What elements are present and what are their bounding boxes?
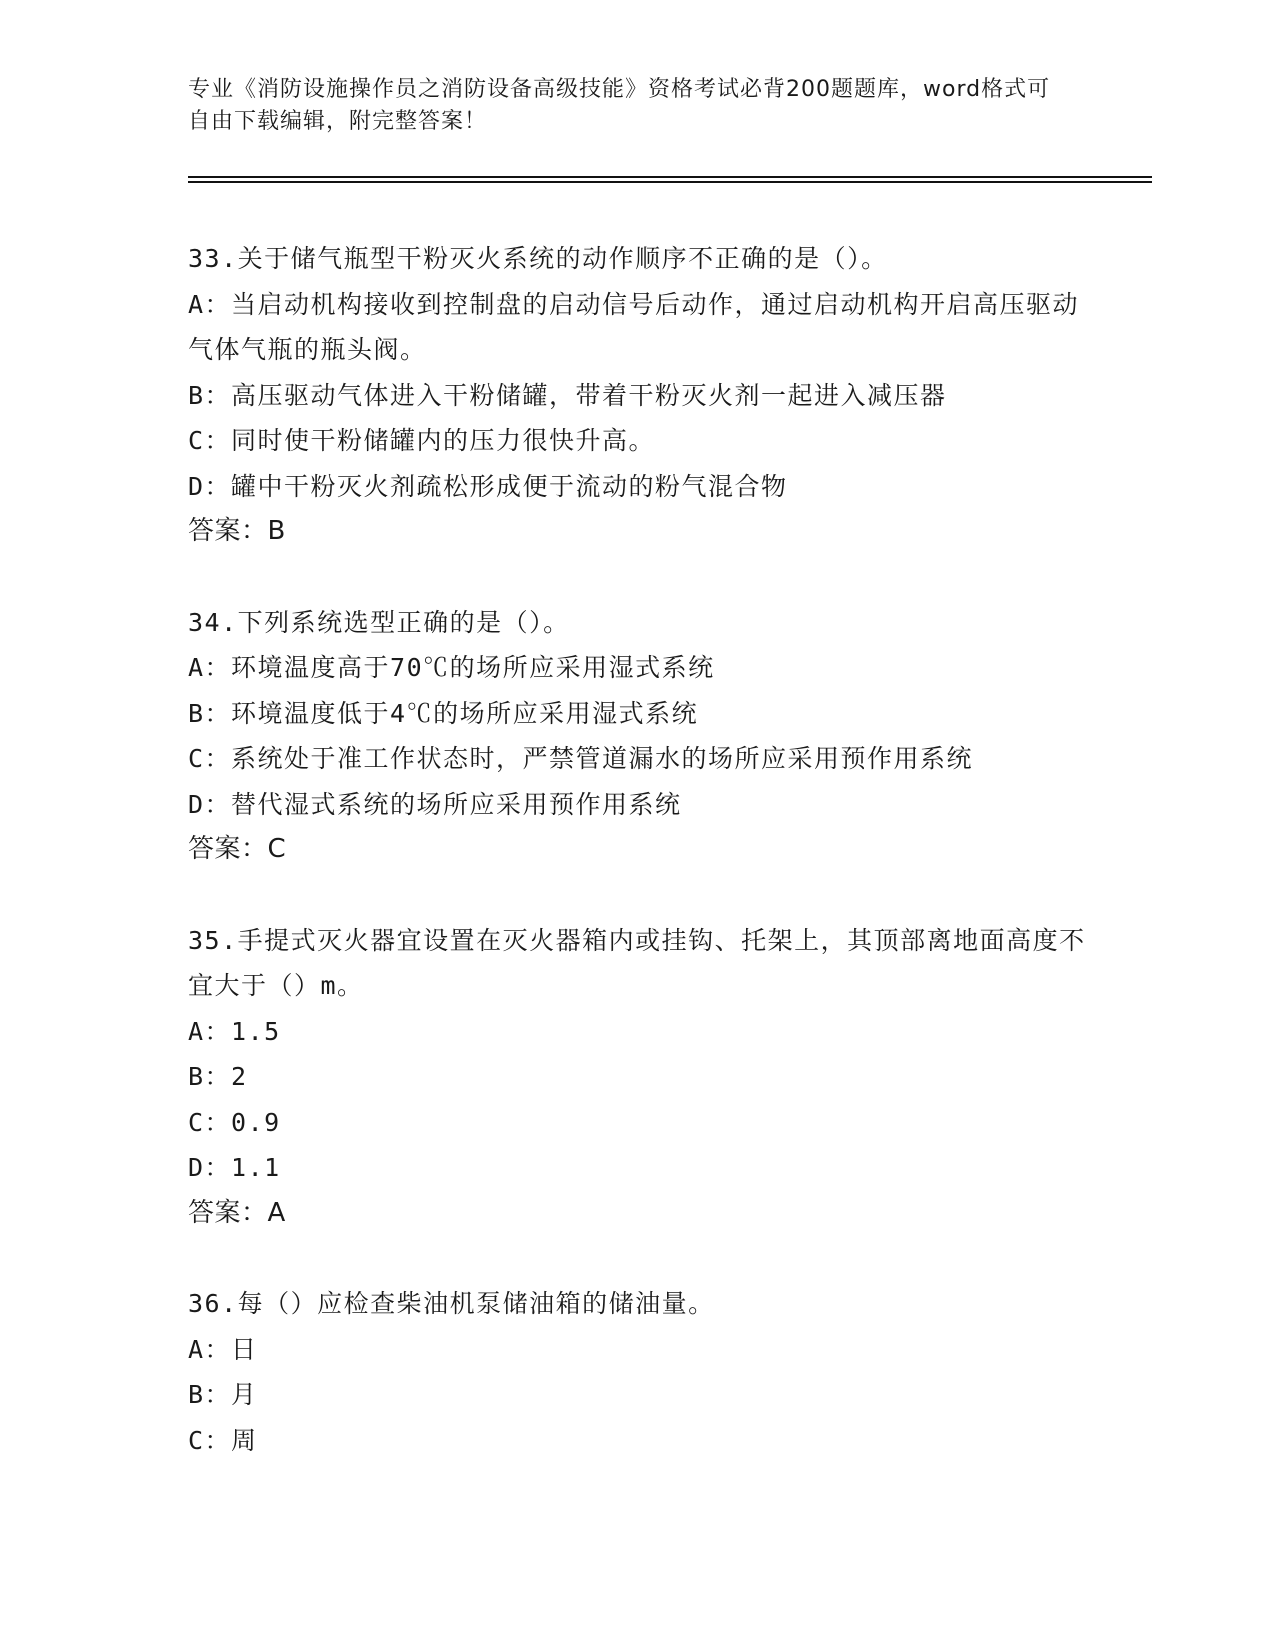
question-35 xyxy=(188,918,1088,1237)
answer-line: 答案：C xyxy=(188,834,287,864)
question-stem: 34.下列系统选型正确的是（）。 xyxy=(188,607,570,637)
question-stem: 33.关于储气瓶型干粉灭火系统的动作顺序不正确的是（）。 xyxy=(188,244,888,273)
question-33 xyxy=(188,236,1088,555)
option-a: A：1.5 xyxy=(188,1016,281,1046)
option-b: B：高压驱动气体进入干粉储罐，带着干粉灭火剂一起进入减压器 xyxy=(188,380,947,410)
option-d: D：1.1 xyxy=(188,1153,281,1182)
option-b: B：月 xyxy=(188,1380,258,1409)
option-d: D：罐中干粉灭火剂疏松形成便于流动的粉气混合物 xyxy=(188,471,788,501)
option-d: D：替代湿式系统的场所应采用预作用系统 xyxy=(188,789,682,819)
question-list xyxy=(188,236,1088,1508)
question-stem: 36.每（）应检查柴油机泵储油箱的储油量。 xyxy=(188,1289,715,1318)
option-a: A：日 xyxy=(188,1334,258,1364)
answer-line: 答案：B xyxy=(188,516,286,546)
option-c: C：周 xyxy=(188,1425,258,1455)
question-34 xyxy=(188,600,1088,873)
option-c: C：同时使干粉储罐内的压力很快升高。 xyxy=(188,426,656,455)
option-b: B：环境温度低于4℃的场所应采用湿式系统 xyxy=(188,698,699,728)
option-c: C：系统处于准工作状态时，严禁管道漏水的场所应采用预作用系统 xyxy=(188,744,974,773)
document-header: 专业《消防设施操作员之消防设备高级技能》资格考试必背200题题库，word格式可自由下载编辑，附完整答案！ xyxy=(188,77,1051,134)
option-a: A：环境温度高于70℃的场所应采用湿式系统 xyxy=(188,653,715,682)
answer-line: 答案：A xyxy=(188,1197,286,1228)
question-stem: 35.手提式灭火器宜设置在灭火器箱内或挂钩、托架上，其顶部离地面高度不宜大于（）m。 xyxy=(188,925,1086,1000)
option-b: B：2 xyxy=(188,1062,248,1091)
option-c: C：0.9 xyxy=(188,1107,281,1137)
header-divider-bottom xyxy=(188,181,1152,183)
option-a: A：当启动机构接收到控制盘的启动信号后动作，通过启动机构开启高压驱动气体气瓶的瓶头阀。 xyxy=(188,289,1080,364)
header-divider-top xyxy=(188,176,1152,178)
question-36 xyxy=(188,1281,1088,1463)
